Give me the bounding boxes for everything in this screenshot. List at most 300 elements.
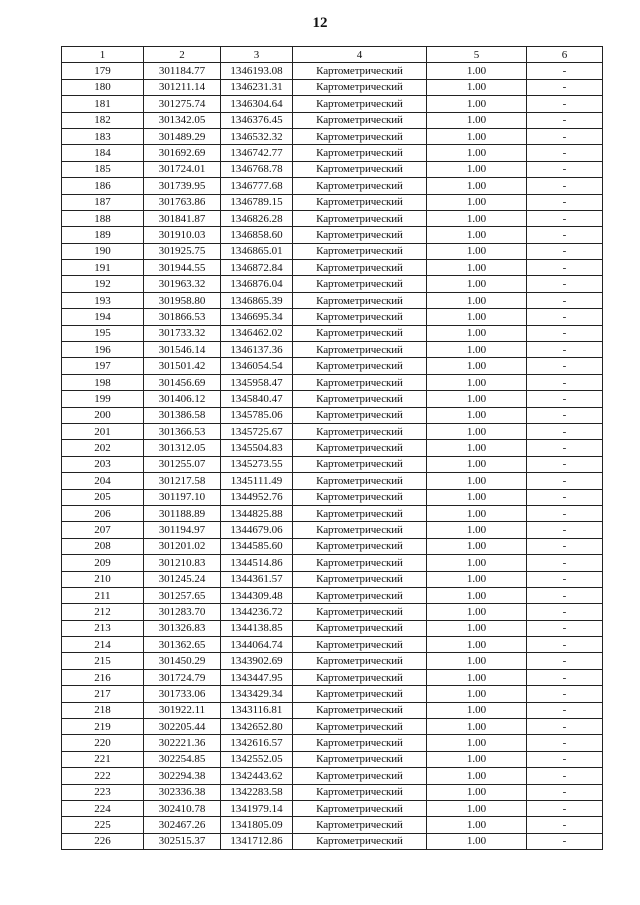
method-cell: Картометрический [293, 210, 427, 226]
accuracy-cell: 1.00 [427, 620, 527, 636]
note-cell: - [527, 440, 603, 456]
point-number-cell: 219 [62, 719, 144, 735]
table-row [62, 260, 603, 276]
table-row [62, 440, 603, 456]
accuracy-cell: 1.00 [427, 325, 527, 341]
table-row [62, 800, 603, 816]
x-coordinate-cell: 301312.05 [144, 440, 221, 456]
x-coordinate-cell: 301386.58 [144, 407, 221, 423]
x-coordinate-cell: 301489.29 [144, 128, 221, 144]
accuracy-cell: 1.00 [427, 440, 527, 456]
y-coordinate-cell: 1345111.49 [221, 473, 293, 489]
method-cell: Картометрический [293, 342, 427, 358]
point-number-cell: 202 [62, 440, 144, 456]
x-coordinate-cell: 301450.29 [144, 653, 221, 669]
accuracy-cell: 1.00 [427, 669, 527, 685]
table-row [62, 719, 603, 735]
table-row [62, 522, 603, 538]
table-row [62, 735, 603, 751]
point-number-cell: 188 [62, 210, 144, 226]
point-number-cell: 196 [62, 342, 144, 358]
accuracy-cell: 1.00 [427, 555, 527, 571]
note-cell: - [527, 260, 603, 276]
table-row [62, 505, 603, 521]
x-coordinate-cell: 301406.12 [144, 391, 221, 407]
accuracy-cell: 1.00 [427, 407, 527, 423]
method-cell: Картометрический [293, 63, 427, 79]
accuracy-cell: 1.00 [427, 227, 527, 243]
table-row [62, 407, 603, 423]
note-cell: - [527, 194, 603, 210]
accuracy-cell: 1.00 [427, 833, 527, 849]
table-row [62, 96, 603, 112]
note-cell: - [527, 63, 603, 79]
point-number-cell: 197 [62, 358, 144, 374]
method-cell: Картометрический [293, 358, 427, 374]
method-cell: Картометрический [293, 440, 427, 456]
note-cell: - [527, 587, 603, 603]
x-coordinate-cell: 301194.97 [144, 522, 221, 538]
y-coordinate-cell: 1346768.78 [221, 161, 293, 177]
point-number-cell: 198 [62, 374, 144, 390]
note-cell: - [527, 768, 603, 784]
note-cell: - [527, 128, 603, 144]
table-row [62, 555, 603, 571]
accuracy-cell: 1.00 [427, 178, 527, 194]
method-cell: Картометрический [293, 178, 427, 194]
table-row [62, 112, 603, 128]
x-coordinate-cell: 301362.65 [144, 637, 221, 653]
accuracy-cell: 1.00 [427, 292, 527, 308]
x-coordinate-cell: 301366.53 [144, 423, 221, 439]
note-cell: - [527, 276, 603, 292]
table-row [62, 620, 603, 636]
x-coordinate-cell: 301342.05 [144, 112, 221, 128]
accuracy-cell: 1.00 [427, 538, 527, 554]
note-cell: - [527, 571, 603, 587]
method-cell: Картометрический [293, 653, 427, 669]
point-number-cell: 201 [62, 423, 144, 439]
table-row [62, 604, 603, 620]
accuracy-cell: 1.00 [427, 637, 527, 653]
note-cell: - [527, 342, 603, 358]
method-cell: Картометрический [293, 800, 427, 816]
y-coordinate-cell: 1344825.88 [221, 505, 293, 521]
x-coordinate-cell: 301841.87 [144, 210, 221, 226]
point-number-cell: 180 [62, 79, 144, 95]
method-cell: Картометрический [293, 571, 427, 587]
x-coordinate-cell: 301733.32 [144, 325, 221, 341]
note-cell: - [527, 473, 603, 489]
point-number-cell: 184 [62, 145, 144, 161]
point-number-cell: 221 [62, 751, 144, 767]
note-cell: - [527, 161, 603, 177]
method-cell: Картометрический [293, 456, 427, 472]
column-header-2: 2 [144, 47, 221, 63]
method-cell: Картометрический [293, 325, 427, 341]
y-coordinate-cell: 1344952.76 [221, 489, 293, 505]
accuracy-cell: 1.00 [427, 653, 527, 669]
accuracy-cell: 1.00 [427, 522, 527, 538]
y-coordinate-cell: 1346858.60 [221, 227, 293, 243]
point-number-cell: 195 [62, 325, 144, 341]
accuracy-cell: 1.00 [427, 63, 527, 79]
y-coordinate-cell: 1346865.01 [221, 243, 293, 259]
accuracy-cell: 1.00 [427, 194, 527, 210]
table-row [62, 194, 603, 210]
y-coordinate-cell: 1344514.86 [221, 555, 293, 571]
accuracy-cell: 1.00 [427, 604, 527, 620]
accuracy-cell: 1.00 [427, 145, 527, 161]
method-cell: Картометрический [293, 817, 427, 833]
y-coordinate-cell: 1345504.83 [221, 440, 293, 456]
y-coordinate-cell: 1345840.47 [221, 391, 293, 407]
note-cell: - [527, 702, 603, 718]
note-cell: - [527, 145, 603, 161]
method-cell: Картометрический [293, 309, 427, 325]
y-coordinate-cell: 1341979.14 [221, 800, 293, 816]
x-coordinate-cell: 301201.02 [144, 538, 221, 554]
note-cell: - [527, 686, 603, 702]
x-coordinate-cell: 301692.69 [144, 145, 221, 161]
method-cell: Картометрический [293, 112, 427, 128]
column-header-5: 5 [427, 47, 527, 63]
table-row [62, 276, 603, 292]
x-coordinate-cell: 301283.70 [144, 604, 221, 620]
method-cell: Картометрический [293, 735, 427, 751]
x-coordinate-cell: 301866.53 [144, 309, 221, 325]
x-coordinate-cell: 301197.10 [144, 489, 221, 505]
accuracy-cell: 1.00 [427, 702, 527, 718]
column-header-1: 1 [62, 47, 144, 63]
table-row [62, 63, 603, 79]
table-row [62, 309, 603, 325]
table-row [62, 145, 603, 161]
y-coordinate-cell: 1346376.45 [221, 112, 293, 128]
note-cell: - [527, 817, 603, 833]
x-coordinate-cell: 301456.69 [144, 374, 221, 390]
note-cell: - [527, 538, 603, 554]
x-coordinate-cell: 301326.83 [144, 620, 221, 636]
accuracy-cell: 1.00 [427, 374, 527, 390]
method-cell: Картометрический [293, 768, 427, 784]
accuracy-cell: 1.00 [427, 342, 527, 358]
point-number-cell: 194 [62, 309, 144, 325]
point-number-cell: 204 [62, 473, 144, 489]
point-number-cell: 211 [62, 587, 144, 603]
y-coordinate-cell: 1346462.02 [221, 325, 293, 341]
method-cell: Картометрический [293, 489, 427, 505]
table-row [62, 702, 603, 718]
x-coordinate-cell: 301910.03 [144, 227, 221, 243]
y-coordinate-cell: 1342283.58 [221, 784, 293, 800]
accuracy-cell: 1.00 [427, 489, 527, 505]
y-coordinate-cell: 1344361.57 [221, 571, 293, 587]
method-cell: Картометрический [293, 96, 427, 112]
note-cell: - [527, 522, 603, 538]
column-header-6: 6 [527, 47, 603, 63]
x-coordinate-cell: 301739.95 [144, 178, 221, 194]
x-coordinate-cell: 302410.78 [144, 800, 221, 816]
y-coordinate-cell: 1344679.06 [221, 522, 293, 538]
method-cell: Картометрический [293, 145, 427, 161]
note-cell: - [527, 227, 603, 243]
table-row [62, 637, 603, 653]
table-row [62, 243, 603, 259]
table-row [62, 538, 603, 554]
x-coordinate-cell: 301733.06 [144, 686, 221, 702]
accuracy-cell: 1.00 [427, 79, 527, 95]
note-cell: - [527, 292, 603, 308]
point-number-cell: 200 [62, 407, 144, 423]
method-cell: Картометрический [293, 522, 427, 538]
note-cell: - [527, 358, 603, 374]
method-cell: Картометрический [293, 620, 427, 636]
method-cell: Картометрический [293, 702, 427, 718]
y-coordinate-cell: 1343447.95 [221, 669, 293, 685]
method-cell: Картометрический [293, 292, 427, 308]
note-cell: - [527, 505, 603, 521]
method-cell: Картометрический [293, 637, 427, 653]
table-row [62, 653, 603, 669]
accuracy-cell: 1.00 [427, 719, 527, 735]
point-number-cell: 210 [62, 571, 144, 587]
accuracy-cell: 1.00 [427, 800, 527, 816]
accuracy-cell: 1.00 [427, 161, 527, 177]
y-coordinate-cell: 1346054.54 [221, 358, 293, 374]
point-number-cell: 181 [62, 96, 144, 112]
table-row [62, 587, 603, 603]
note-cell: - [527, 391, 603, 407]
table-row [62, 768, 603, 784]
point-number-cell: 218 [62, 702, 144, 718]
point-number-cell: 223 [62, 784, 144, 800]
accuracy-cell: 1.00 [427, 276, 527, 292]
x-coordinate-cell: 302254.85 [144, 751, 221, 767]
table-row [62, 784, 603, 800]
note-cell: - [527, 489, 603, 505]
note-cell: - [527, 800, 603, 816]
method-cell: Картометрический [293, 686, 427, 702]
method-cell: Картометрический [293, 161, 427, 177]
note-cell: - [527, 669, 603, 685]
table-row [62, 128, 603, 144]
accuracy-cell: 1.00 [427, 587, 527, 603]
point-number-cell: 203 [62, 456, 144, 472]
point-number-cell: 224 [62, 800, 144, 816]
note-cell: - [527, 423, 603, 439]
coordinates-table [61, 46, 603, 850]
x-coordinate-cell: 301188.89 [144, 505, 221, 521]
accuracy-cell: 1.00 [427, 505, 527, 521]
point-number-cell: 183 [62, 128, 144, 144]
table-row [62, 489, 603, 505]
y-coordinate-cell: 1344585.60 [221, 538, 293, 554]
x-coordinate-cell: 301211.14 [144, 79, 221, 95]
x-coordinate-cell: 302515.37 [144, 833, 221, 849]
note-cell: - [527, 79, 603, 95]
table-row [62, 161, 603, 177]
accuracy-cell: 1.00 [427, 571, 527, 587]
table-row [62, 571, 603, 587]
point-number-cell: 215 [62, 653, 144, 669]
y-coordinate-cell: 1346742.77 [221, 145, 293, 161]
table-row [62, 292, 603, 308]
point-number-cell: 220 [62, 735, 144, 751]
accuracy-cell: 1.00 [427, 309, 527, 325]
accuracy-cell: 1.00 [427, 391, 527, 407]
accuracy-cell: 1.00 [427, 784, 527, 800]
table-header-row [62, 47, 603, 63]
method-cell: Картометрический [293, 604, 427, 620]
point-number-cell: 222 [62, 768, 144, 784]
accuracy-cell: 1.00 [427, 96, 527, 112]
x-coordinate-cell: 302467.26 [144, 817, 221, 833]
point-number-cell: 206 [62, 505, 144, 521]
note-cell: - [527, 604, 603, 620]
point-number-cell: 212 [62, 604, 144, 620]
x-coordinate-cell: 301245.24 [144, 571, 221, 587]
method-cell: Картометрический [293, 833, 427, 849]
point-number-cell: 205 [62, 489, 144, 505]
y-coordinate-cell: 1346872.84 [221, 260, 293, 276]
y-coordinate-cell: 1345725.67 [221, 423, 293, 439]
note-cell: - [527, 784, 603, 800]
point-number-cell: 190 [62, 243, 144, 259]
x-coordinate-cell: 301184.77 [144, 63, 221, 79]
method-cell: Картометрический [293, 79, 427, 95]
table-row [62, 325, 603, 341]
note-cell: - [527, 637, 603, 653]
accuracy-cell: 1.00 [427, 456, 527, 472]
note-cell: - [527, 620, 603, 636]
point-number-cell: 225 [62, 817, 144, 833]
accuracy-cell: 1.00 [427, 260, 527, 276]
y-coordinate-cell: 1346695.34 [221, 309, 293, 325]
y-coordinate-cell: 1344064.74 [221, 637, 293, 653]
table-row [62, 751, 603, 767]
point-number-cell: 199 [62, 391, 144, 407]
column-header-4: 4 [293, 47, 427, 63]
method-cell: Картометрический [293, 555, 427, 571]
accuracy-cell: 1.00 [427, 751, 527, 767]
y-coordinate-cell: 1341712.86 [221, 833, 293, 849]
table-row [62, 669, 603, 685]
table-row [62, 227, 603, 243]
x-coordinate-cell: 301922.11 [144, 702, 221, 718]
x-coordinate-cell: 302294.38 [144, 768, 221, 784]
point-number-cell: 182 [62, 112, 144, 128]
note-cell: - [527, 735, 603, 751]
table-row [62, 473, 603, 489]
method-cell: Картометрический [293, 538, 427, 554]
method-cell: Картометрический [293, 587, 427, 603]
y-coordinate-cell: 1346789.15 [221, 194, 293, 210]
method-cell: Картометрический [293, 423, 427, 439]
y-coordinate-cell: 1346304.64 [221, 96, 293, 112]
x-coordinate-cell: 302221.36 [144, 735, 221, 751]
table-row [62, 358, 603, 374]
method-cell: Картометрический [293, 374, 427, 390]
note-cell: - [527, 325, 603, 341]
point-number-cell: 185 [62, 161, 144, 177]
point-number-cell: 213 [62, 620, 144, 636]
y-coordinate-cell: 1343116.81 [221, 702, 293, 718]
x-coordinate-cell: 302205.44 [144, 719, 221, 735]
x-coordinate-cell: 301958.80 [144, 292, 221, 308]
point-number-cell: 189 [62, 227, 144, 243]
y-coordinate-cell: 1346777.68 [221, 178, 293, 194]
y-coordinate-cell: 1344138.85 [221, 620, 293, 636]
note-cell: - [527, 374, 603, 390]
point-number-cell: 208 [62, 538, 144, 554]
y-coordinate-cell: 1346865.39 [221, 292, 293, 308]
method-cell: Картометрический [293, 260, 427, 276]
note-cell: - [527, 243, 603, 259]
y-coordinate-cell: 1346876.04 [221, 276, 293, 292]
point-number-cell: 209 [62, 555, 144, 571]
accuracy-cell: 1.00 [427, 686, 527, 702]
accuracy-cell: 1.00 [427, 423, 527, 439]
column-header-3: 3 [221, 47, 293, 63]
table-row [62, 686, 603, 702]
x-coordinate-cell: 301501.42 [144, 358, 221, 374]
x-coordinate-cell: 301217.58 [144, 473, 221, 489]
note-cell: - [527, 96, 603, 112]
y-coordinate-cell: 1342552.05 [221, 751, 293, 767]
accuracy-cell: 1.00 [427, 210, 527, 226]
y-coordinate-cell: 1343902.69 [221, 653, 293, 669]
method-cell: Картометрический [293, 276, 427, 292]
method-cell: Картометрический [293, 391, 427, 407]
point-number-cell: 192 [62, 276, 144, 292]
y-coordinate-cell: 1342443.62 [221, 768, 293, 784]
point-number-cell: 191 [62, 260, 144, 276]
note-cell: - [527, 309, 603, 325]
point-number-cell: 186 [62, 178, 144, 194]
note-cell: - [527, 653, 603, 669]
point-number-cell: 207 [62, 522, 144, 538]
table-row [62, 210, 603, 226]
x-coordinate-cell: 301925.75 [144, 243, 221, 259]
method-cell: Картометрический [293, 243, 427, 259]
x-coordinate-cell: 301275.74 [144, 96, 221, 112]
method-cell: Картометрический [293, 128, 427, 144]
accuracy-cell: 1.00 [427, 243, 527, 259]
x-coordinate-cell: 301257.65 [144, 587, 221, 603]
method-cell: Картометрический [293, 407, 427, 423]
y-coordinate-cell: 1346532.32 [221, 128, 293, 144]
x-coordinate-cell: 302336.38 [144, 784, 221, 800]
point-number-cell: 214 [62, 637, 144, 653]
accuracy-cell: 1.00 [427, 358, 527, 374]
x-coordinate-cell: 301255.07 [144, 456, 221, 472]
accuracy-cell: 1.00 [427, 768, 527, 784]
method-cell: Картометрический [293, 194, 427, 210]
page-number: 12 [312, 15, 328, 31]
point-number-cell: 216 [62, 669, 144, 685]
note-cell: - [527, 112, 603, 128]
point-number-cell: 179 [62, 63, 144, 79]
method-cell: Картометрический [293, 784, 427, 800]
note-cell: - [527, 407, 603, 423]
y-coordinate-cell: 1342652.80 [221, 719, 293, 735]
point-number-cell: 226 [62, 833, 144, 849]
note-cell: - [527, 555, 603, 571]
y-coordinate-cell: 1345273.55 [221, 456, 293, 472]
accuracy-cell: 1.00 [427, 112, 527, 128]
point-number-cell: 217 [62, 686, 144, 702]
